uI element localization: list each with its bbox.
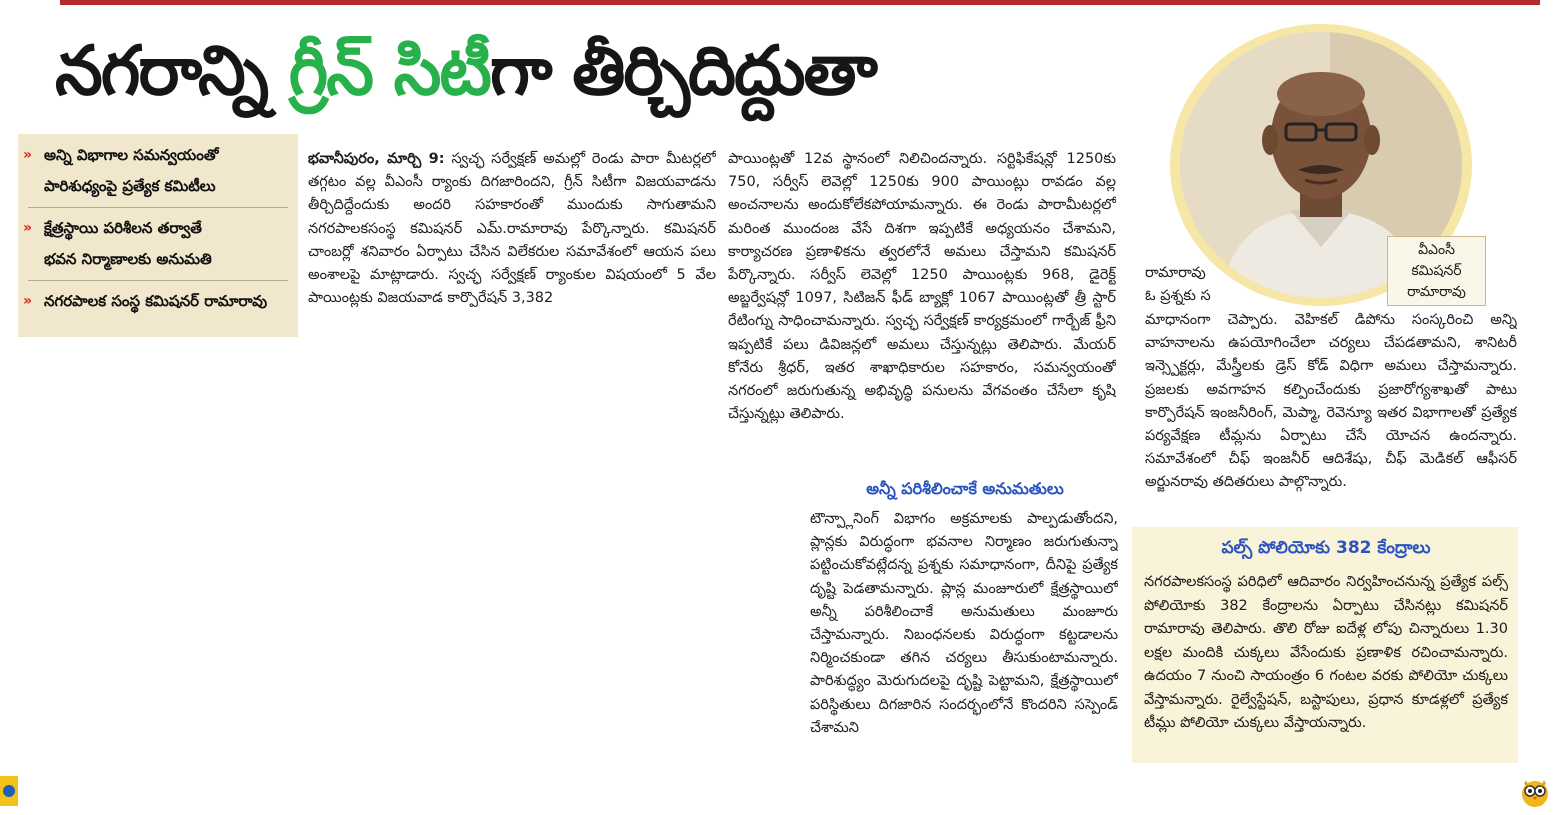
highlight-line bbox=[18, 244, 298, 275]
publisher-logo bbox=[0, 776, 18, 806]
divider bbox=[28, 280, 288, 281]
pulse-polio-box bbox=[1132, 527, 1518, 763]
article-text-2: పాయింట్లతో 12వ స్థానంలో నిలిచిందన్నారు. సర్టిఫికేషన్లో 1250కు 750, సర్వీస్ లెవెల్లో 1250కు 900 పాయింట్లు రావడం వల్ల అంచనాలను అందుకోలేకపోయామన్నారు. ఈ రెండు పారామీటర్లలో మరింత ముందంజ వేసే దిశగా ఇప్పటికే అధ్యయనం చేశామని, కార్యాచరణ ప్రణాళికను త్వరలోనే అమలు చేస్తామని కమిషనర్ పేర్కొన్నారు. సర్వీస్ లెవెల్లో 1250 పాయింట్లకు 968, డైరెక్ట్ అబ్జర్వేషన్లో 1097, సిటిజన్ ఫీడ్ బ్యాక్లో 1067 పాయింట్లతో త్రీ స్టార్ రేటింగ్ను సాధించామన్నారు. స్వచ్ఛ సర్వేక్షణ్ కార్యక్రమంలో గార్బేజ్ ఫ్రీని ఇప్పటికే పలు డివిజన్లలో అమలు చేస్తున్నట్లు తెలిపారు. మేయర్ కోనేరు శ్రీధర్, ఇతర శాఖాధికారుల సహకారం, సమన్వయంతో నగరంలో జరుగుతున్న అభివృద్ధి పనులను వేగవంతం చేసేలా కృషి చేస్తున్నట్లు తెలిపారు. bbox=[728, 151, 1116, 423]
caption-line: రామారావు bbox=[1407, 284, 1466, 300]
section-subheading: అన్నీ పరిశీలించాకే అనుమతులు bbox=[866, 479, 1064, 498]
highlight-text: అన్ని విభాగాల సమన్వయంతో bbox=[44, 146, 219, 164]
text-line: రామారావు bbox=[1145, 265, 1206, 281]
text-line: ఓ ప్రశ్నకు స bbox=[1145, 288, 1211, 304]
highlight-line bbox=[18, 213, 298, 244]
headline-part-3: గా తీర్చిదిద్దుతా bbox=[489, 32, 876, 111]
highlight-line bbox=[18, 171, 298, 202]
pulse-polio-title: పల్స్ పోలియోకు 382 కేంద్రాలు bbox=[1221, 538, 1431, 558]
article-column-3-start bbox=[1145, 262, 1211, 308]
highlights-sidebar bbox=[18, 134, 298, 337]
headline-part-2-green: గ్రీన్ సిటీ bbox=[288, 32, 490, 111]
article-text-1: స్వచ్ఛ సర్వేక్షణ్ అమల్లో రెండు పారా మీటర్లలో తగ్గటం వల్ల వీఎంసీ ర్యాంకు దిగజారిందని, గ్రీన్ సిటీగా విజయవాడను తీర్చిదిద్దేందుకు అందరి సహకారంతో ముందుకు సాగుతామని నగరపాలకసంస్థ కమిషనర్ ఎమ్.రామారావు పేర్కొన్నారు. కమిషనర్ చాంబర్లో శనివారం ఏర్పాటు చేసిన విలేకరుల సమావేశంలో ఆయన పలు అంశాలపై మాట్లాడారు. స్వచ్ఛ సర్వేక్షణ్ ర్యాంకుల విషయంలో 5 వేల పాయింట్లకు విజయవాడ కార్పొరేషన్ 3,382 bbox=[308, 151, 716, 307]
highlight-text: క్షేత్రస్థాయి పరిశీలన తర్వాతే bbox=[44, 219, 202, 237]
owl-icon bbox=[1519, 776, 1551, 808]
divider bbox=[28, 207, 288, 208]
article-text-2b: టౌన్ప్లానింగ్ విభాగం అక్రమాలకు పాల్పడుతోందని, ప్లాన్లకు విరుద్ధంగా భవనాల నిర్మాణం జరుగుతున్నా పట్టించుకోవట్లేదన్న ప్రశ్నకు సమాధానంగా, దీనిపై ప్రత్యేక దృష్టి పెడతామన్నారు. ప్లాన్ల మంజూరులో క్షేత్రస్థాయిలో అన్నీ పరిశీలించాకే అనుమతులు మంజూరు చేస్తామన్నారు. నిబంధనలకు విరుద్ధంగా కట్టడాలను నిర్మించకుండా తగిన చర్యలు తీసుకుంటామన్నారు. పారిశుద్ధ్యం మెరుగుదలపై దృష్టి పెట్టామని, క్షేత్రస్థాయిలో పరిస్థితులు దిగజారిన సందర్భంలోనే కొందరిని సస్పెండ్ చేశామని bbox=[810, 511, 1118, 736]
caption-line: కమిషనర్ bbox=[1411, 263, 1462, 279]
article-column-1 bbox=[308, 148, 716, 323]
pulse-polio-body: నగరపాలకసంస్థ పరిధిలో ఆదివారం నిర్వహించనున్న ప్రత్యేక పల్స్ పోలియోకు 382 కేంద్రాలను ఏర్పాటు చేసినట్లు కమిషనర్ రామారావు తెలిపారు. తొలి రోజు ఐదేళ్ల లోపు చిన్నారులు 1.30 లక్షల మందికి చుక్కలు వేసేందుకు ప్రణాళిక రచించామన్నారు. ఉదయం 7 నుంచి సాయంత్రం 6 గంటల వరకు పోలియో చుక్కలు వేస్తామన్నారు. రైల్వేస్టేషన్, బస్టాపులు, ప్రధాన కూడళ్లలో ప్రత్యేక టీమ్లు పోలియో చుక్కలు వేస్తాయన్నారు. bbox=[1144, 574, 1508, 731]
article-column-2b bbox=[810, 508, 1118, 772]
caption-line: వీఎంసీ bbox=[1418, 242, 1455, 258]
article-column-3 bbox=[1145, 309, 1517, 524]
highlight-text: నగరపాలక సంస్థ కమిషనర్ రామారావు bbox=[44, 292, 268, 310]
photo-caption bbox=[1387, 236, 1486, 306]
headline bbox=[55, 22, 1165, 122]
top-rule bbox=[60, 0, 1540, 5]
highlight-text: భవన నిర్మాణాలకు అనుమతి bbox=[44, 250, 212, 268]
double-arrow-icon: » bbox=[23, 147, 33, 163]
double-arrow-icon: » bbox=[23, 220, 33, 236]
article-text-3: మాధానంగా చెప్పారు. వెహికల్ డిపోను సంస్కరించి అన్ని వాహనాలను ఉపయోగించేలా చర్యలు చేపడతామని, శానిటరీ ఇన్స్పెక్టర్లు, మేస్త్రీలకు డ్రెస్ కోడ్ విధిగా అమలు చేస్తామన్నారు. ప్రజలకు అవగాహన కల్పించేందుకు ప్రజారోగ్యశాఖతో పాటు కార్పొరేషన్ ఇంజనీరింగ్, మెప్మా, రెవెన్యూ ఇతర విభాగాలతో ప్రత్యేక పర్యవేక్షణ టీమ్లను ఏర్పాటు చేసే యోచన ఉందన్నారు. సమావేశంలో చీఫ్ ఇంజనీర్ ఆదిశేషు, చీఫ్ మెడికల్ ఆఫీసర్ అర్జునరావు తదితరులు పాల్గొన్నారు. bbox=[1145, 312, 1517, 491]
highlight-line bbox=[18, 286, 298, 317]
double-arrow-icon: » bbox=[23, 293, 33, 309]
headline-part-1: నగరాన్ని bbox=[55, 32, 289, 111]
article-column-2 bbox=[728, 148, 1116, 473]
highlight-line bbox=[18, 140, 298, 171]
highlight-text: పారిశుధ్యంపై ప్రత్యేక కమిటీలు bbox=[44, 177, 216, 195]
dateline: భవానీపురం, మార్చి 9: bbox=[308, 151, 445, 167]
